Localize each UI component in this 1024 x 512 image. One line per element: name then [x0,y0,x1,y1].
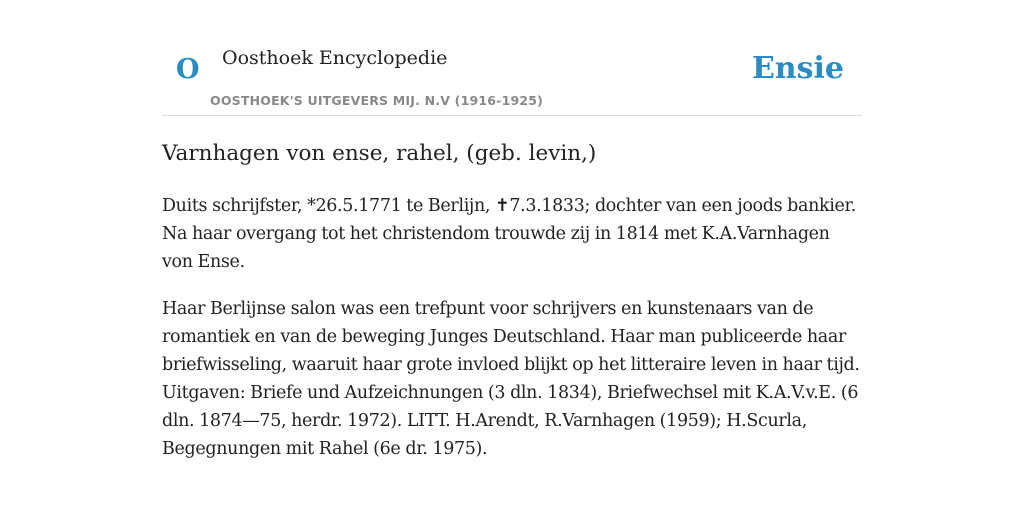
entry-paragraph: Duits schrijfster, *26.5.1771 te Berlijn, ✝7.3.1833; dochter van een joods bankier. Na haar overgang tot het christendom trouwde zij in 1814 met K.A.Varnhagen von Ense. [162,196,856,272]
entry-paragraph: Haar Berlijnse salon was een trefpunt voor schrijvers en kunstenaars van de romantiek en van de beweging Junges Deutschland. Haar man publiceerde haar briefwisseling, waaruit haar grote invloed blijkt op het litteraire leven in haar tijd. Uitgaven: Briefe und Aufzeichnungen (3 dln. 1834), Briefwechsel mit K.A.V.v.E. (6 dln. 1874—75, herdr. 1972). LITT. H.Arendt, R.Varnhagen (1959); H.Scurla, Begegnungen mit Rahel (6e dr. 1975). [162,299,860,459]
book-logo-letter[interactable]: O [176,54,200,85]
ensie-logo-link[interactable]: Ensie [751,51,844,86]
publisher-label: OOSTHOEK'S UITGEVERS MIJ. N.V (1916-1925) [210,93,544,108]
entry-body [162,192,862,482]
entry-title: Varnhagen von ense, rahel, (geb. levin,) [162,141,597,166]
book-title-link[interactable]: Oosthoek Encyclopedie [222,47,448,69]
header [162,0,862,116]
page [162,0,862,512]
